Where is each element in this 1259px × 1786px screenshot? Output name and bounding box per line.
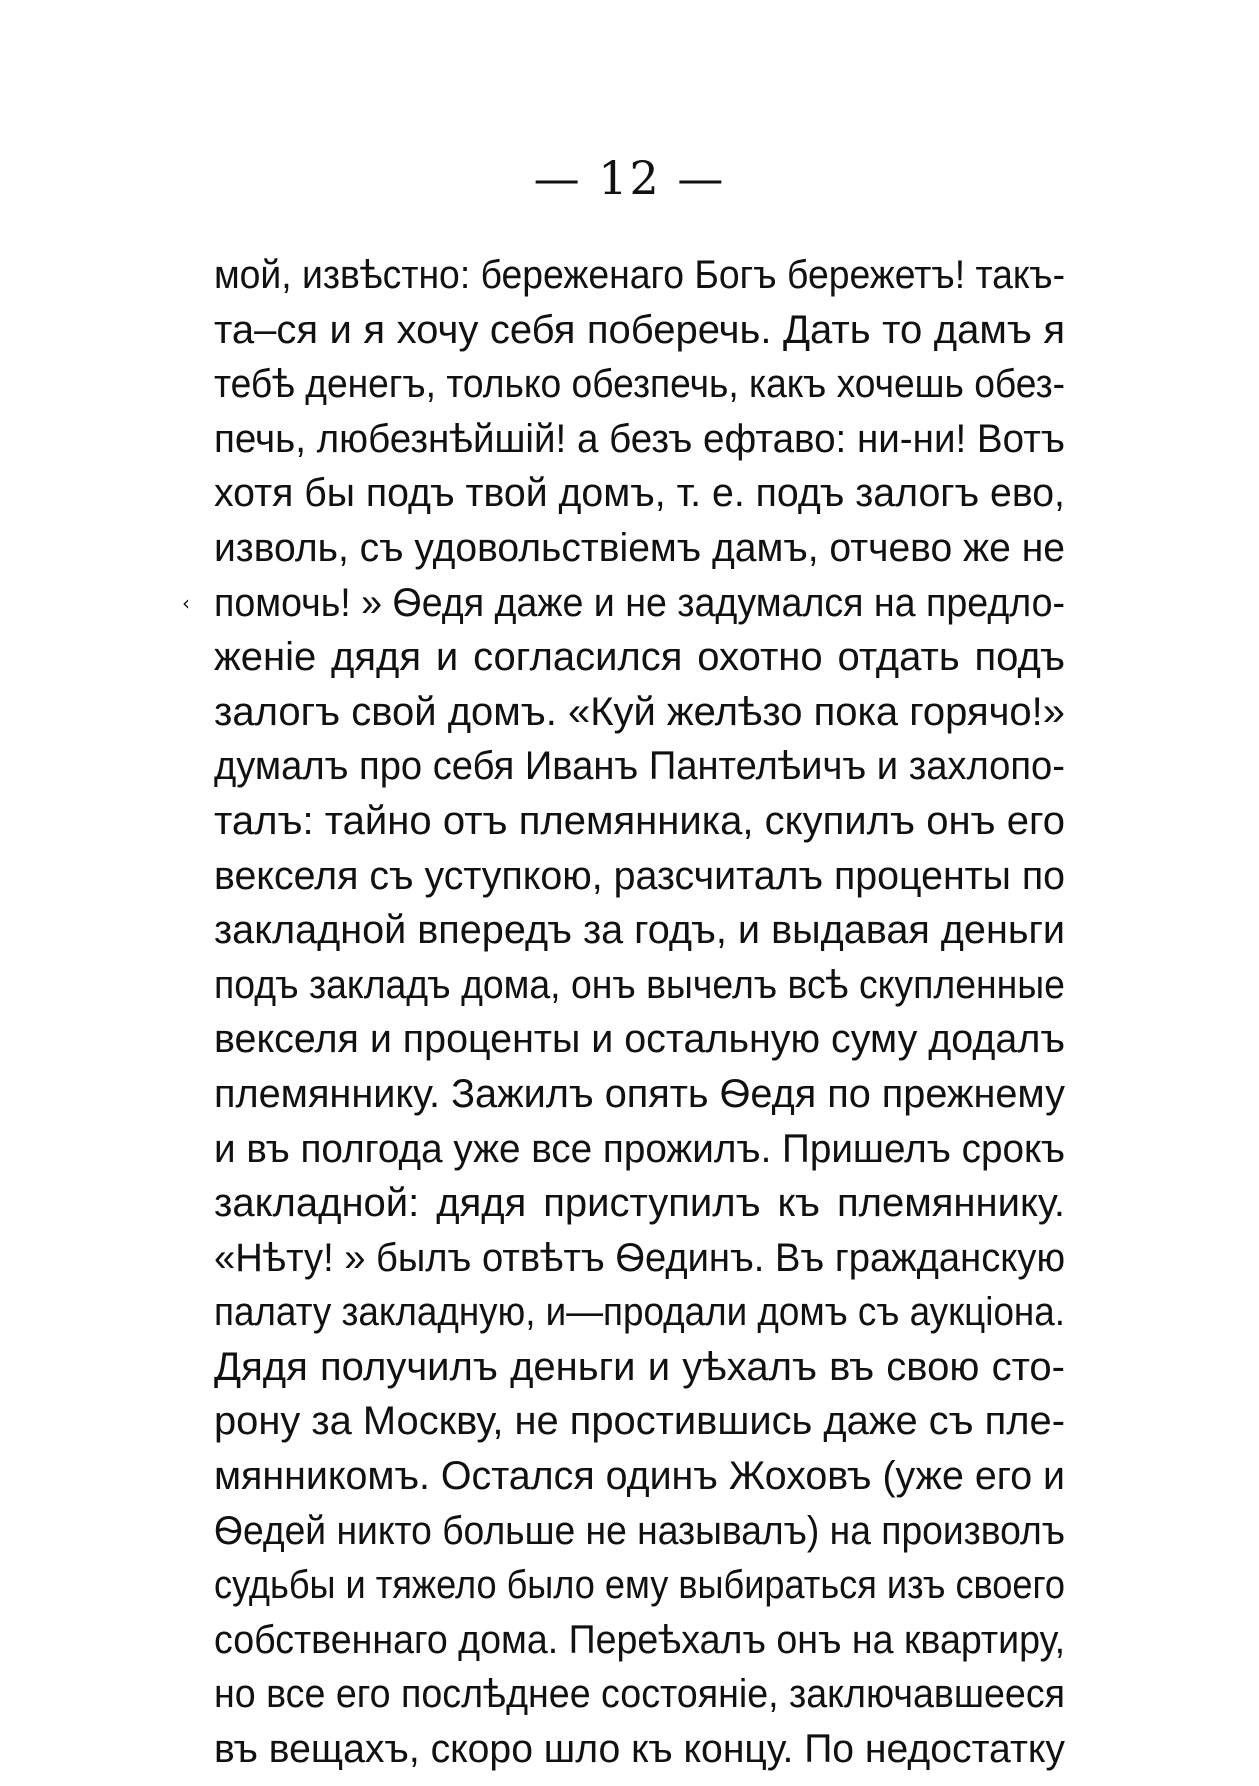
text-line: векселя и проценты и остальную суму додалъ: [214, 1017, 1065, 1062]
text-line: талъ: тайно отъ племянника, скупилъ онъ его: [214, 798, 1065, 843]
text-line: та–ся и я хочу себя поберечь. Дать то дамъ я: [214, 307, 1065, 352]
text-line: рону за Москву, не простившись даже съ пле-: [214, 1399, 1065, 1444]
text-line: мой, извѣстно: береженаго Богъ бережетъ! такъ-: [214, 253, 1066, 297]
text-line: и въ полгода уже все прожилъ. Пришелъ срокъ: [214, 1126, 1066, 1171]
text-line: изволь, съ удовольствіемъ дамъ, отчево же не: [214, 525, 1065, 570]
text-line: печь, любезнѣйшій! а безъ ефтаво: ни-ни! Вотъ: [214, 416, 1066, 461]
text-line: закладной: дядя приступилъ къ племяннику.: [214, 1181, 1065, 1226]
text-line: палату закладную, и—продали домъ съ аукціона.: [214, 1290, 1065, 1335]
text-line: векселя съ уступкою, разсчиталъ проценты по: [214, 853, 1066, 898]
text-line: Дядя получилъ деньги и уѣхалъ въ свою сто-: [214, 1344, 1065, 1389]
text-line: но все его послѣднее состояніе, заключавшееся: [214, 1672, 1065, 1717]
text-line: племяннику. Зажилъ опять Ѳедя по прежнему: [214, 1071, 1065, 1116]
text-line: залогъ свой домъ. «Куй желѣзо пока горячо!»: [214, 689, 1066, 734]
text-line: «Нѣту! » былъ отвѣтъ Ѳединъ. Въ гражданскую: [214, 1235, 1066, 1280]
margin-mark: ‹: [182, 591, 190, 615]
text-line: тебѣ денегъ, только обезпечь, какъ хочешь обез-: [214, 362, 1066, 407]
text-line: закладной впередъ за годъ, и выдавая деньги: [214, 908, 1066, 953]
body-text: [214, 248, 1065, 1777]
text-line: подъ закладъ дома, онъ вычелъ всѣ скупленные: [214, 962, 1065, 1007]
page-number: — 12 —: [533, 151, 726, 205]
text-line: думалъ про себя Иванъ Пантелѣичъ и захлопо-: [214, 744, 1065, 789]
text-line: женіе дядя и согласился охотно отдать подъ: [214, 635, 1065, 680]
text-line: хотя бы подъ твой домъ, т. е. подъ залогъ ево,: [214, 471, 1065, 516]
text-line: въ вещахъ, скоро шло къ концу. По недостатку: [214, 1727, 1065, 1772]
text-line: помочь! » Ѳедя даже и не задумался на предло-: [214, 580, 1066, 625]
text-line: собственнаго дома. Переѣхалъ онъ на квартиру,: [214, 1617, 1066, 1662]
text-line: Ѳедей никто больше не называлъ) на произволъ: [214, 1508, 1066, 1553]
text-line: судьбы и тяжело было ему выбираться изъ своего: [214, 1563, 1065, 1608]
text-line: мянникомъ. Остался одинъ Жоховъ (уже его и: [214, 1454, 1066, 1499]
